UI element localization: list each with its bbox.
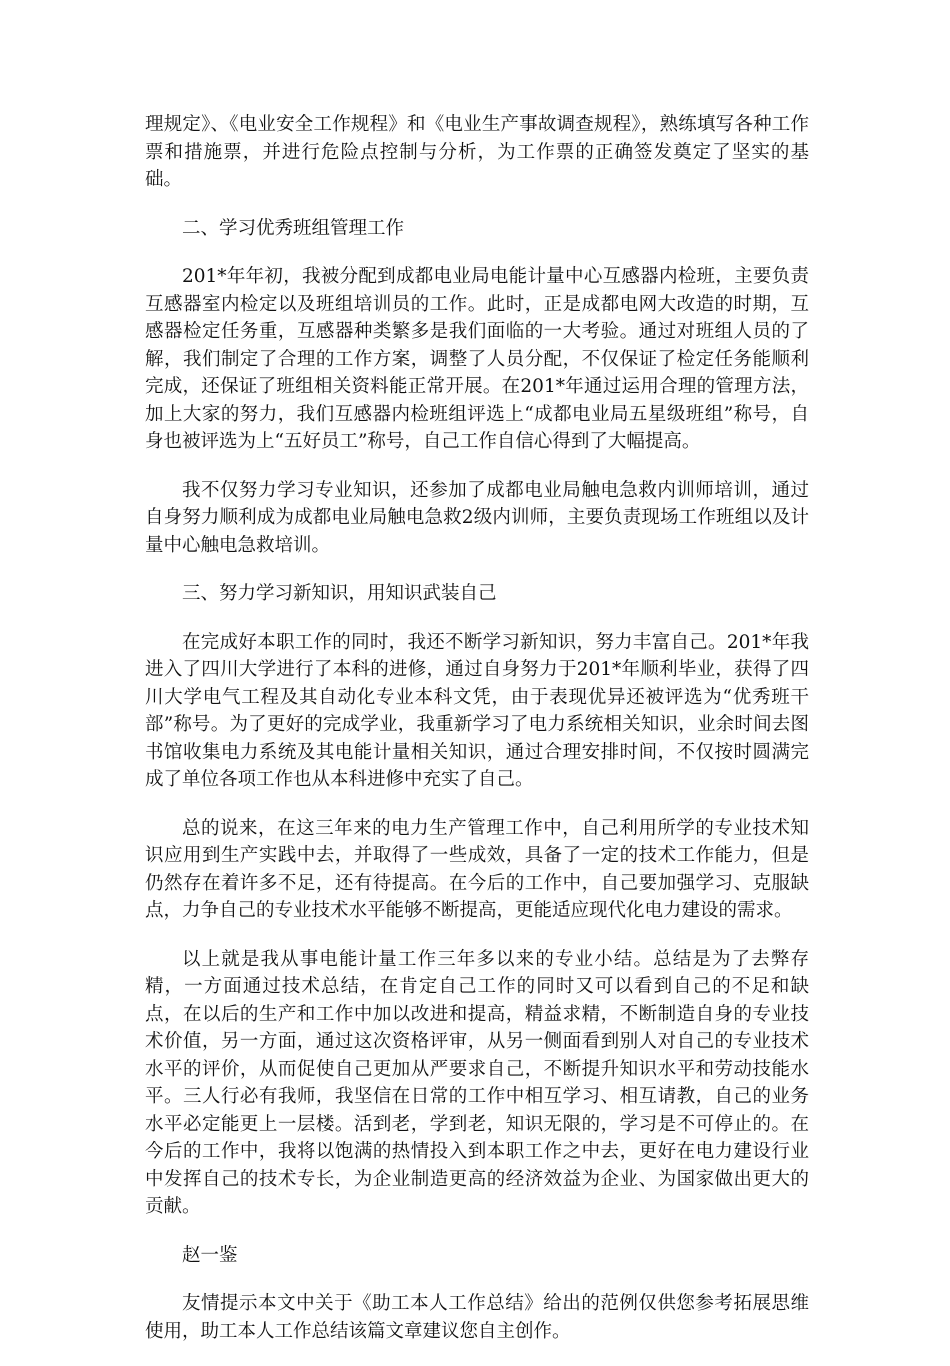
paragraph-new-knowledge: 在完成好本职工作的同时，我还不断学习新知识，努力丰富自己。201*年我进入了四川大学进行了本科的进修，通过自身努力于201*年顺利毕业，获得了四川大学电气工程及其自动化专业本科文凭，由于表现优异还被评选为“优秀班干部”称号。为了更好的完成学业，我重新学习了电力系统相关知识，业余时间去图书馆收集电力系统及其电能计量相关知识，通过合理安排时间，不仅按时圆满完成了单位各项工作也从本科进修中充实了自己。 [145,631,809,790]
section-heading-3: 三、努力学习新知识，用知识武装自己 [182,583,497,604]
author-signature: 赵一鉴 [182,1244,238,1266]
paragraph-team-management: 201*年年初，我被分配到成都电业局电能计量中心互感器内检班，主要负责互感器室内检定以及班组培训员的工作。此时，正是成都电网大改造的时期，互感器检定任务重，互感器种类繁多是我们面临的一大考验。通过对班组人员的了解，我们制定了合理的工作方案，调整了人员分配，不仅保证了检定任务能顺利完成，还保证了班组相关资料能正常开展。在201*年通过运用合理的管理方法，加上大家的努力，我们互感器内检班组评选上“成都电业局五星级班组”称号，自身也被评选为上“五好员工”称号，自己工作自信心得到了大幅提高。 [145,266,809,452]
section-heading-2: 二、学习优秀班组管理工作 [182,217,405,239]
document-body [145,111,809,1366]
paragraph-conclusion: 以上就是我从事电能计量工作三年多以来的专业小结。总结是为了去弊存精，一方面通过技术总结，在肯定自己工作的同时又可以看到自己的不足和缺点，在以后的生产和工作中加以改进和提高，精益求精，不断制造自身的专业技术价值，另一方面，通过这次资格评审，从另一侧面看到别人对自己的专业技术水平的评价，从而促使自己更加从严要求自己，不断提升知识水平和劳动技能水平。三人行必有我师，我坚信在日常的工作中相互学习、相互请教，自己的业务水平必定能更上一层楼。活到老，学到老，知识无限的，学习是不可停止的。在今后的工作中，我将以饱满的热情投入到本职工作之中去，更好在电力建设行业中发挥自己的技术专长，为企业制造更高的经济效益为企业、为国家做出更大的贡献。 [145,948,809,1217]
paragraph-continuation: 理规定》、《电业安全工作规程》和《电业生产事故调查规程》，熟练填写各种工作票和措施票，并进行危险点控制与分析，为工作票的正确签发奠定了坚实的基础。 [145,114,809,190]
paragraph-first-aid-training: 我不仅努力学习专业知识，还参加了成都电业局触电急救内训师培训，通过自身努力顺利成为成都电业局触电急救2级内训师，主要负责现场工作班组以及计量中心触电急救培训。 [145,479,809,556]
paragraph-overall-summary: 总的说来，在这三年来的电力生产管理工作中，自己利用所学的专业技术知识应用到生产实践中去，并取得了一些成效，具备了一定的技术工作能力，但是仍然存在着许多不足，还有待提高。在今后的工作中，自己要加强学习、克服缺点，力争自己的专业技术水平能够不断提高，更能适应现代化电力建设的需求。 [145,817,809,921]
paragraph-disclaimer: 友情提示本文中关于《助工本人工作总结》给出的范例仅供您参考拓展思维使用，助工本人工作总结该篇文章建议您自主创作。 [145,1293,809,1342]
